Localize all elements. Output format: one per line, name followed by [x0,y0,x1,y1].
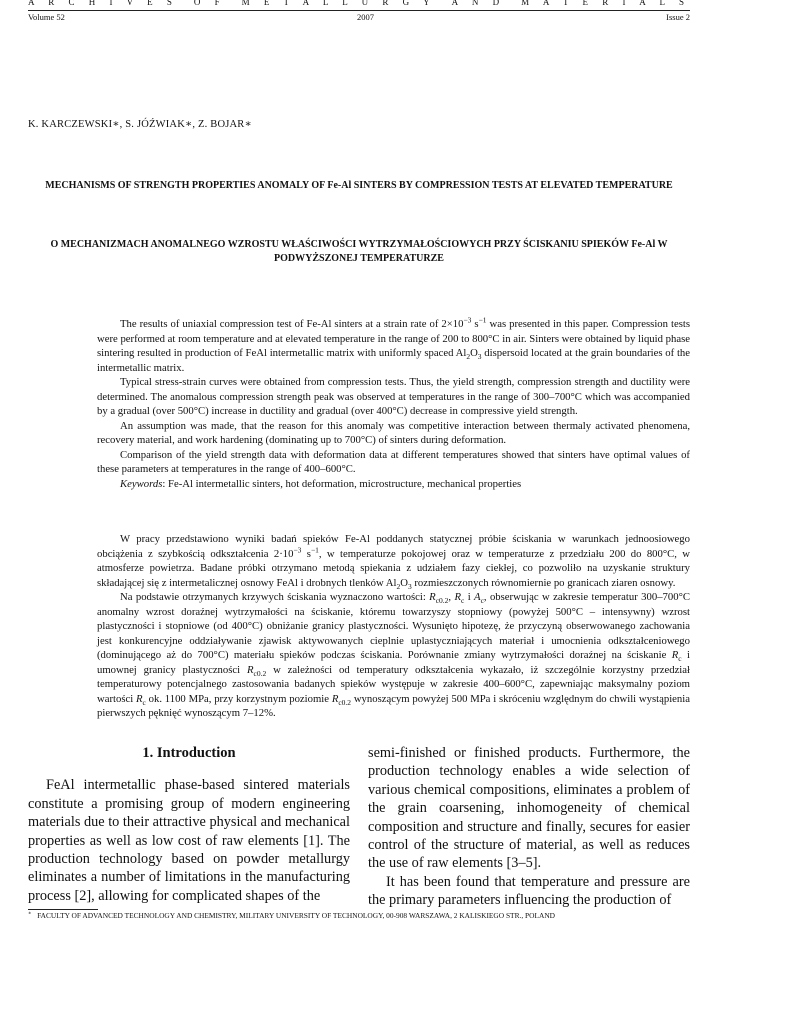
abstract-paragraph: Comparison of the yield strength data with deformation data at different temperatures showed that sinters have optimal values of these parameters at temperatures in the range of 400–600°C. [97,448,690,475]
abstract-polish [97,532,690,721]
journal-word: M A T E R I A L S [521,0,690,7]
body-paragraph: It has been found that temperature and pressure are the primary parameters influencing the production of [368,873,690,909]
footnote-mark: ∗ [28,910,32,917]
journal-word: A R C H I V E S [28,0,178,7]
abstract-paragraph: The results of uniaxial compression test of Fe-Al sinters at a strain rate of $2\times 10^{-3}$ $s^{-1}$ was presented in this paper. Compression tests were performed at room temperature and at elevated temperature in the range of 200 to 800°C in air. Sinters were obtained by liquid phase sintering resulted in production of FeAl intermetallic matrix with uniformly spaced $Al_2O_3$ dispersoid located at the grain boundaries of the intermetallic matrix. [97,315,691,374]
abstract-paragraph: An assumption was made, that the reason for this anomaly was competitive interaction between thermaly activated phenomena, recovery material, and work hardening (dominating up to 700°C) of sinters during deformation. [97,419,690,446]
issue-info [28,12,690,22]
year: 2007 [357,12,375,22]
footnote-text: FACULTY OF ADVANCED TECHNOLOGY AND CHEMISTRY, MILITARY UNIVERSITY OF TECHNOLOGY, 00-908 WARSZAWA, 2 KALISKIEGO STR., POLAND [37,911,556,920]
abstract-paragraph: W pracy przedstawiono wyniki badań spieków Fe-Al poddanych statycznej próbie ściskania w warunkach jednoosiowego obciążenia z szybkością odkształcenia $2\cdot 10^{-3}$ $s^{-1}$, w temperaturze pokojowej oraz w temperaturze z przedziału 200 do 800°C, w atmosferze powietrza. Badane próbki otrzymano metodą spiekania z udziałem fazy ciekłej, co pozwoliło na uzyskanie struktury składającej się z intermetalicznej osnowy FeAl i drobnych tlenków $Al_2O_3$ rozmieszczonych równomiernie po granicach ziaren osnowy. [97,533,690,591]
abstract-english [97,317,690,491]
authors: K. KARCZEWSKI∗, S. JÓŹWIAK∗, Z. BOJAR∗ [28,119,252,130]
header-rule [28,10,690,11]
journal-word: O F [193,0,226,7]
volume: Volume 52 [28,12,65,22]
journal-name [28,0,690,7]
title-polish: O MECHANIZMACH ANOMALNEGO WZROSTU WŁAŚCIWOŚCI WYTRZYMAŁOŚCIOWYCH PRZY ŚCISKANIU SPIEKÓW Fe-Al W PODWYŻSZONEJ TEMPERATURZE [50,239,668,264]
title-english: MECHANISMS OF STRENGTH PROPERTIES ANOMALY OF Fe-Al SINTERS BY COMPRESSION TESTS AT ELEVATED TEMPERATURE [45,180,673,191]
journal-word: M E T A L L U R G Y [241,0,436,7]
footnote [28,911,555,920]
footnote-rule [28,909,98,910]
body-paragraph: FeAl intermetallic phase-based sintered materials constitute a promising group of modern engineering materials due to their attractive physical and mechanical properties as well as low cost of raw elements [1]. The production technology based on powder metallurgy eliminates a number of limitations in the manufacturing process [2], allowing for complicated shapes of the [28,777,350,904]
body-column-right [368,744,690,910]
section-heading: 1. Introduction [142,745,236,761]
abstract-paragraph: Na podstawie otrzymanych krzywych ściskania wyznaczono wartości: $R_{c0.2}$, $R_c$ i $A_c$, obserwując w zakresie temperatur 300–700°C anomalny wzrost doraźnej wytrzymałości na ściskanie, któremu towarzyszy stopniowy (powyżej 500°C – intensywny) wzrost plastyczności i stopniowe (od 400°C) obniżanie granicy plastyczności. Wysunięto hipotezę, że przyczyną obserwowanego zachowania jest konkurencyjne oddziaływanie zjawisk aktywowanych cieplnie uplastyczniających materiał i umocnienia odkształceniowego (dominującego aż do 700°C) materiału spieków podczas ściskania. Porównanie zmiany wytrzymałości doraźnej na ściskanie $R_c$ i umownej granicy plastyczności $R_{c0.2}$ w zależności od temperatury odkształcenia wykazało, iż szczególnie korzystny przedział temperaturowy potencjalnego zastosowania badanych spieków występuje w zakresie 400–600°C, zapewniając maksymalny poziom wartości $R_c$ ok. 1100 MPa, przy korzystnym poziomie $R_{c0.2}$ wynoszącym powyżej 500 MPa i skróceniu względnym do chwili wystąpienia pierwszych pęknięć wynoszącym 7–12%. [97,591,690,719]
keywords: Keywords: Fe-Al intermetallic sinters, hot deformation, microstructure, mechanical properties [120,477,522,490]
body-column-left [28,744,350,905]
issue: Issue 2 [666,12,690,22]
journal-word: A N D [451,0,506,7]
abstract-paragraph: Typical stress-strain curves were obtained from compression tests. Thus, the yield strength, compression strength and ductility were determined. The anomalous compression strength peak was observed at temperatures in the range of 300–700°C which was accompanied by a gradual (over 500°C) increase in ductility and gradual (over 400°C) decrease in compressive yield strength. [97,376,690,417]
body-paragraph: semi-finished or finished products. Furthermore, the production technology enables a wide selection of various chemical compositions, eliminates a problem of the grain coarsening, inhomogeneity of chemical composition and structure and finally, secures for easier control of the structure of material, as well as reduces the use of raw elements [3–5]. [368,745,690,872]
